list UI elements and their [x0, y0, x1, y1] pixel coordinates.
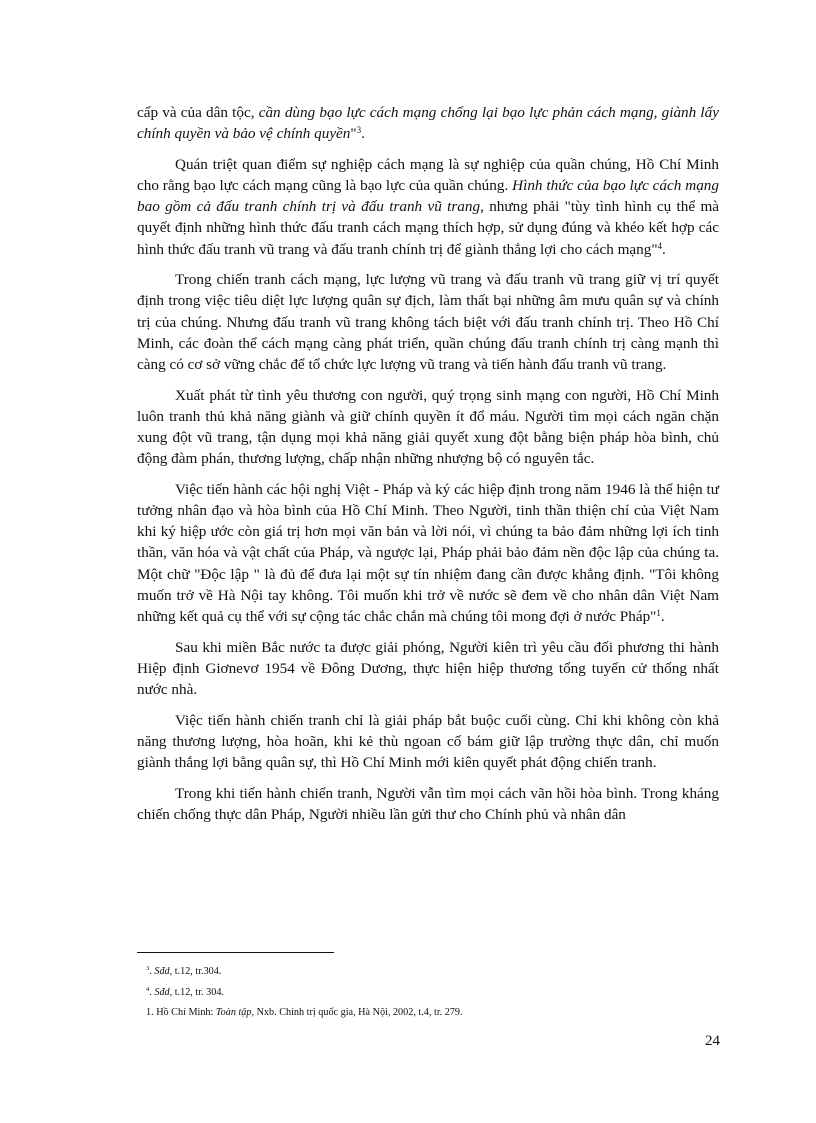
footnote — [146, 983, 716, 1004]
paragraph — [137, 154, 719, 260]
footnote-text: , t.12, tr.304. — [169, 966, 222, 977]
footnote-ref: 3 — [356, 125, 362, 136]
paragraph-text: . — [361, 125, 365, 143]
paragraph-text: , nhưng phải "tùy tình hình cụ thể mà quyết định những hình thức đấu tranh cách mạng thích hợp, sử dụng đúng và khéo kết hợp các hình thức đấu tranh vũ trang và đấu tranh chính trị để giành thắng lợi cho cách mạng" — [137, 198, 720, 258]
footnote-text: . — [149, 986, 155, 998]
page-number: 24 — [705, 1033, 720, 1049]
paragraph-text: Xuất phát từ tình yêu thương con người, quý trọng sinh mạng con người, Hồ Chí Minh luôn tranh thủ khả năng giành và giữ chính quyền ít đổ máu. Người tìm mọi cách ngăn chặn xung đột vũ trang, tận dụng mọi khả năng giải quyết xung đột bằng biện pháp hòa bình, chủ động đàm phán, thương lượng, chấp nhận những nhượng bộ có nguyên tắc. — [137, 386, 719, 468]
emphasis-text: Sđd — [154, 966, 170, 977]
footnote-text: , t.12, tr. 304. — [169, 986, 224, 998]
footnotes — [146, 962, 716, 1024]
footnote — [146, 1003, 716, 1024]
paragraph — [137, 385, 719, 470]
footnote-text: , Nxb. Chính trị quốc gia, Hà Nội, 2002, t.4, tr. 279. — [251, 1007, 463, 1018]
paragraph — [137, 102, 719, 144]
emphasis-text: Hình thức của bạo lực cách mạng bao gồm cả đấu tranh chính trị và đấu tranh vũ trang — [137, 177, 719, 216]
footnote-text: 1. Hồ Chí Minh: — [146, 1007, 216, 1018]
paragraph-text: cấp và của dân tộc, — [137, 104, 259, 121]
paragraph-text: Trong khi tiến hành chiến tranh, Người vẫn tìm mọi cách vãn hồi hòa bình. Trong kháng chiến chống thực dân Pháp, Người nhiều lần gửi thư cho Chính phủ và nhân dân — [137, 784, 719, 823]
paragraph — [137, 479, 719, 627]
paragraph-text: Việc tiến hành các hội nghị Việt - Pháp và ký các hiệp định trong năm 1946 là thể hiện tư tưởng nhân đạo và hòa bình của Hồ Chí Minh. Theo Người, tinh thần thiện chí của Việt Nam khi ký hiệp ước còn giá trị hơn mọi văn bản và lời nói, vì chúng ta bảo đảm những lợi ích tinh thần, văn hóa và vật chất của Pháp, và ngược lại, Pháp phải bảo đảm nền độc lập của chúng ta. Một chữ "Độc lập " là đủ để đưa lại một sự tín nhiệm đang cần được khẳng định. "Tôi không muốn trở về Hà Nội tay không. Tôi muốn khi trở về nước sẽ đem về cho nhân dân Việt Nam những kết quả cụ thể với sự cộng tác chắc chắn mà chúng tôi mong đợi ở nước Pháp" — [137, 480, 719, 626]
footnote-text: . — [149, 966, 155, 977]
paragraph-text: Sau khi miền Bắc nước ta được giải phóng, Người kiên trì yêu cầu đối phương thi hành Hiệp định Giơnevơ 1954 về Đông Dương, thực hiện hiệp thương tổng tuyển cử thống nhất nước nhà. — [137, 638, 719, 699]
paragraph-text: Quán triệt quan điểm sự nghiệp cách mạng là sự nghiệp của quần chúng, Hồ Chí Minh cho rằng bạo lực cách mạng cũng là bạo lực của quần chúng. — [137, 155, 719, 194]
emphasis-text: cần dùng bạo lực cách mạng chống lại bạo lực phản cách mạng, giành lấy chính quyền và bảo vệ chính quyền — [137, 104, 719, 143]
emphasis-text: Sđd — [154, 986, 170, 998]
emphasis-text: Toàn tập — [215, 1007, 252, 1018]
footnote-ref: 3 — [146, 965, 150, 972]
paragraph — [137, 783, 719, 825]
paragraph — [137, 637, 719, 701]
footnote-ref: 4 — [146, 985, 150, 993]
paragraph — [137, 710, 719, 774]
footnote-separator — [137, 952, 334, 953]
footnote-ref: 1 — [656, 608, 661, 619]
footnote-ref: 4 — [657, 240, 663, 251]
paragraph-text: . — [662, 240, 666, 258]
paragraph-text: . — [660, 608, 665, 626]
paragraph-text: Trong chiến tranh cách mạng, lực lượng vũ trang và đấu tranh vũ trang giữ vị trí quyết định trong việc tiêu diệt lực lượng quân sự địch, làm thất bại những âm mưu quân sự và chính trị của chúng. Nhưng đấu tranh vũ trang không tách biệt với đấu tranh chính trị. Theo Hồ Chí Minh, các đoàn thể cách mạng càng phát triển, quần chúng đấu tranh chính trị càng mạnh thì càng có cơ sở vững chắc để tổ chức lực lượng vũ trang và tiến hành đấu tranh vũ trang. — [137, 271, 719, 374]
paragraph-text: " — [350, 125, 357, 143]
body-text — [137, 102, 719, 834]
paragraph-text: Việc tiến hành chiến tranh chỉ là giải pháp bắt buộc cuối cùng. Chỉ khi không còn khả năng thương lượng, hòa hoãn, khi kẻ thù ngoan cố bám giữ lập trường thực dân, chỉ muốn giành thắng lợi bằng quân sự, thì Hồ Chí Minh mới kiên quyết phát động chiến tranh. — [137, 711, 719, 772]
footnote — [146, 962, 716, 983]
paragraph — [137, 269, 719, 375]
